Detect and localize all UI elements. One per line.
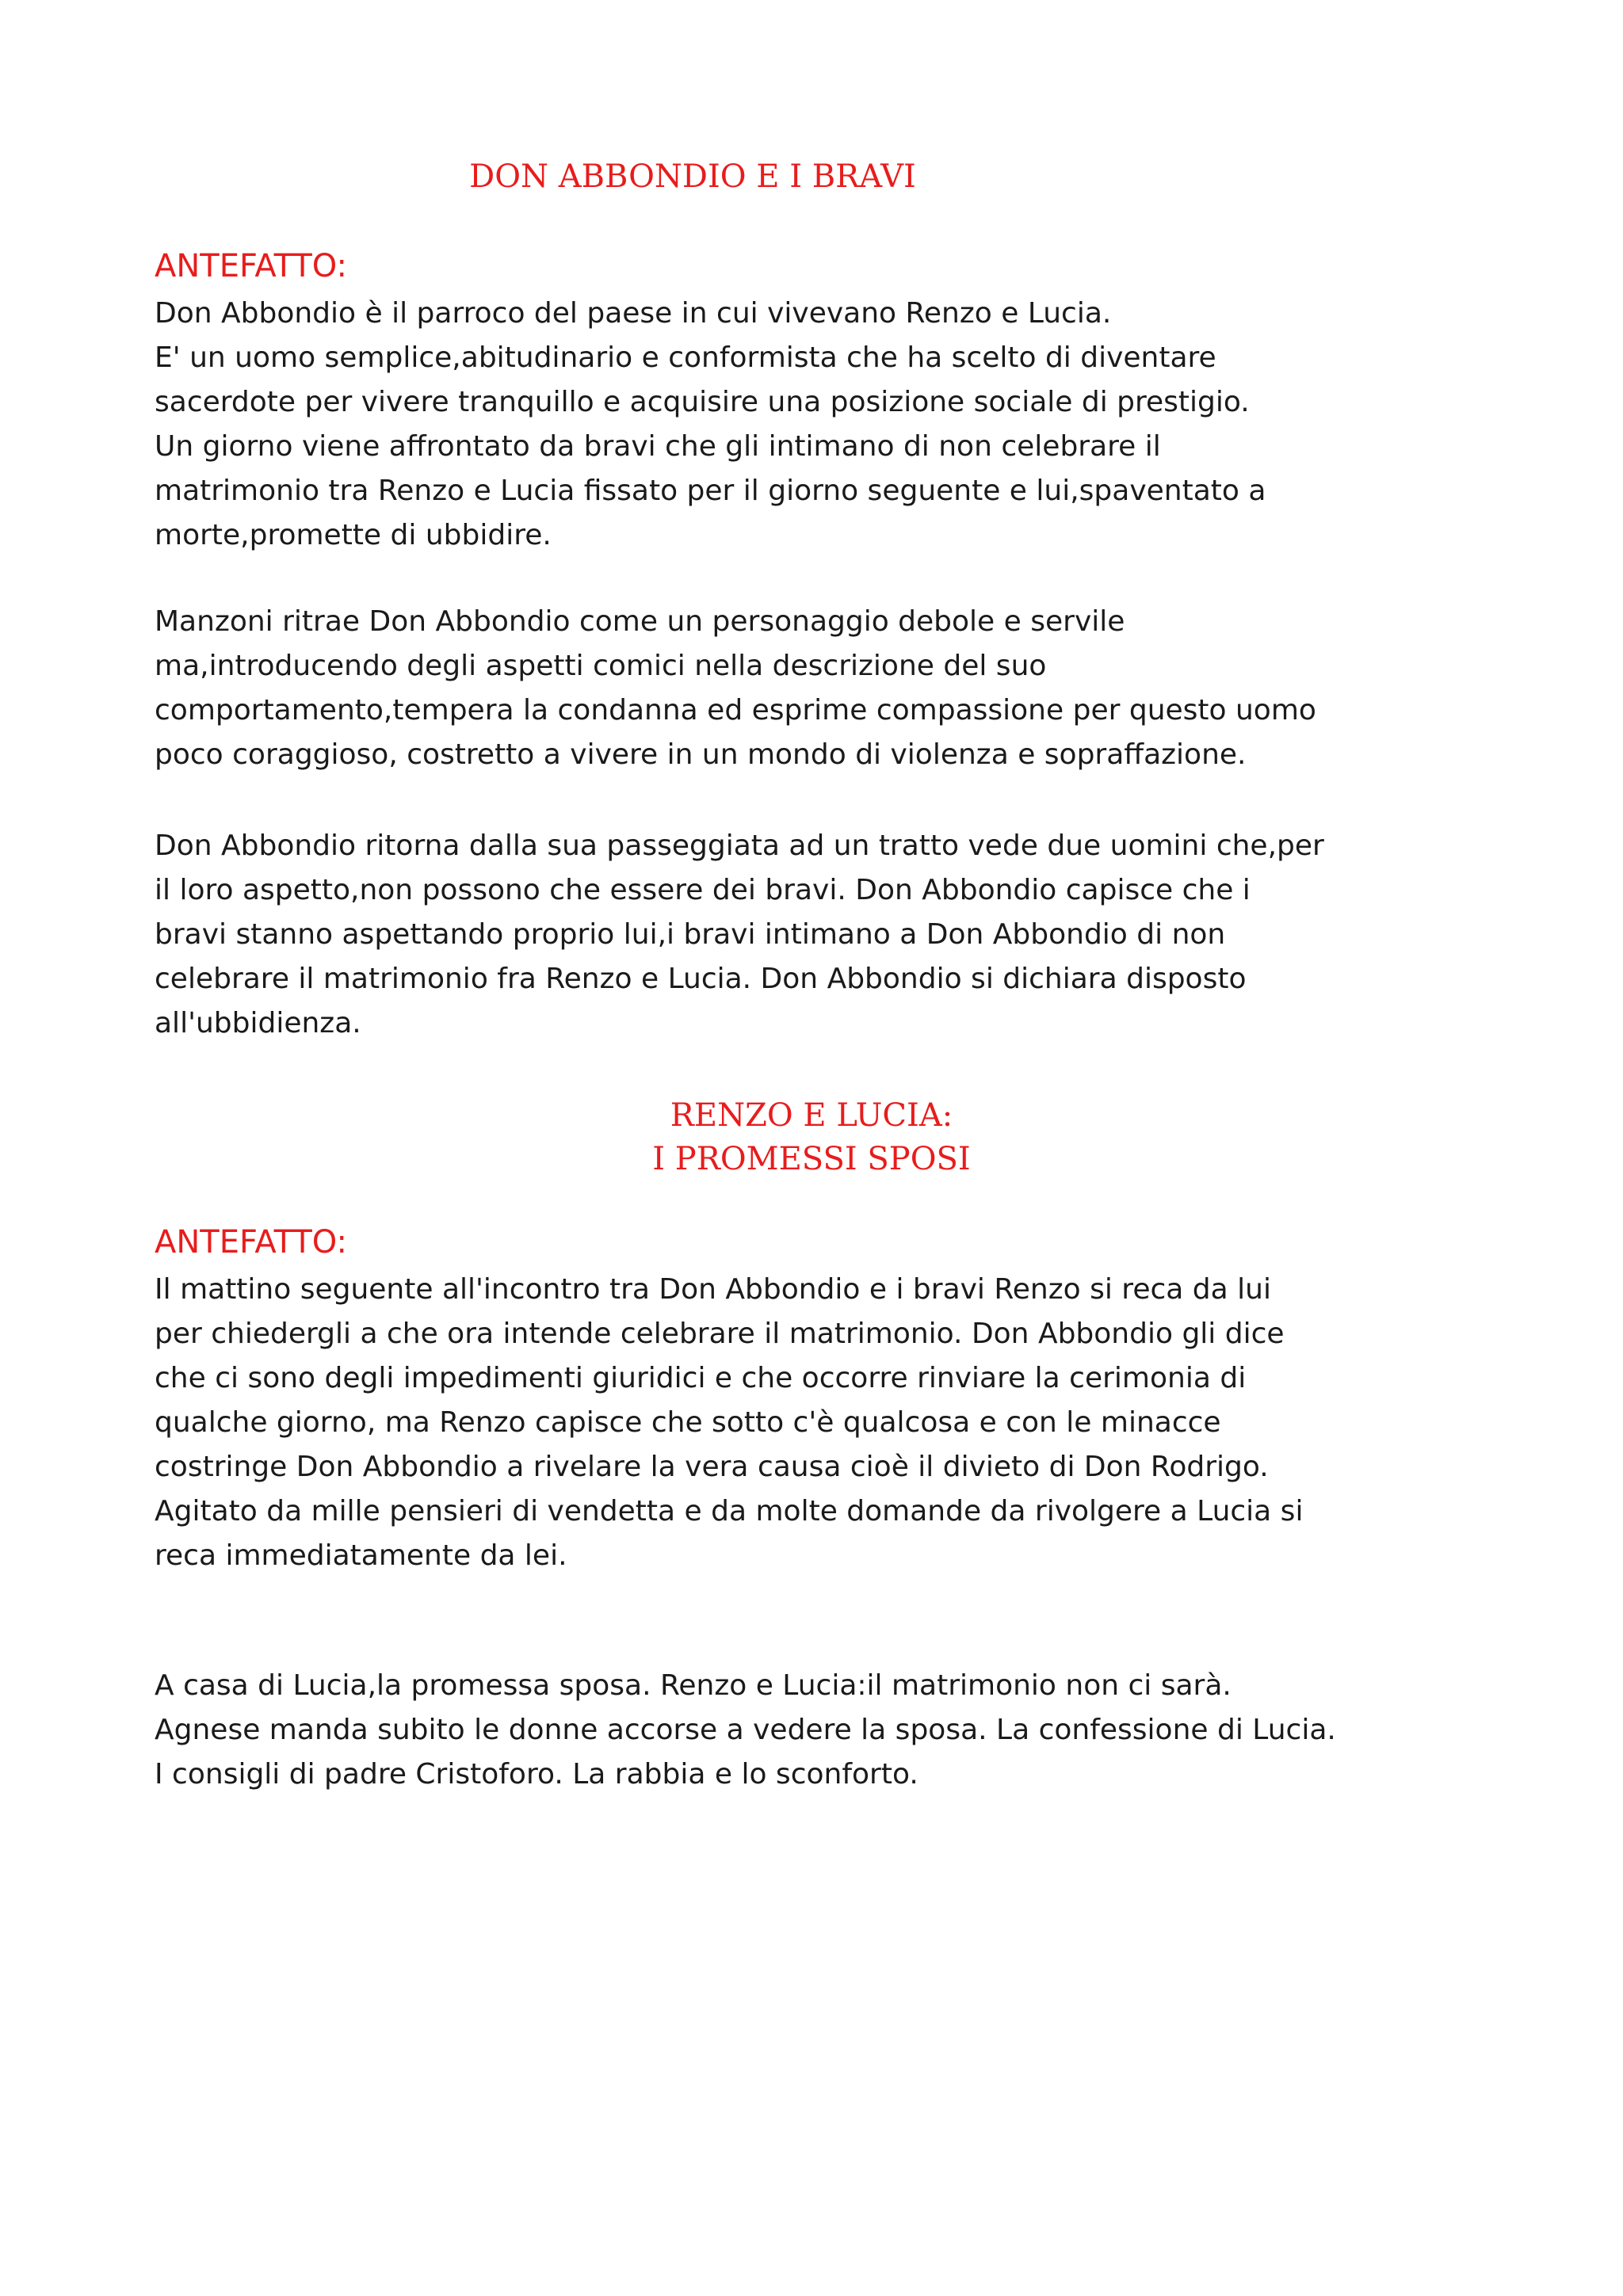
text-line: celebrare il matrimonio fra Renzo e Lucia. Don Abbondio si dichiara disposto bbox=[155, 963, 1247, 995]
section-subtitle-promessi-sposi: I PROMESSI SPOSI bbox=[652, 1141, 971, 1177]
text-line: per chiedergli a che ora intende celebrare il matrimonio. Don Abbondio gli dice bbox=[155, 1318, 1285, 1350]
text-line: matrimonio tra Renzo e Lucia fissato per il giorno seguente e lui,spaventato a bbox=[155, 475, 1266, 507]
paragraph-manzoni bbox=[155, 600, 1502, 777]
text-line: che ci sono degli impedimenti giuridici e che occorre rinviare la cerimonia di bbox=[155, 1362, 1247, 1394]
text-line: I consigli di padre Cristoforo. La rabbia e lo sconforto. bbox=[155, 1758, 918, 1791]
antefatto-label-1: ANTEFATTO: bbox=[155, 248, 348, 284]
text-line: Agitato da mille pensieri di vendetta e da molte domande da rivolgere a Lucia si bbox=[155, 1495, 1304, 1527]
text-line: comportamento,tempera la condanna ed esprime compassione per questo uomo bbox=[155, 694, 1316, 727]
paragraph-passeggiata bbox=[155, 824, 1502, 1046]
text-line: ma,introducendo degli aspetti comici nella descrizione del suo bbox=[155, 650, 1047, 682]
antefatto-label-2: ANTEFATTO: bbox=[155, 1224, 348, 1261]
text-line: costringe Don Abbondio a rivelare la vera causa cioè il divieto di Don Rodrigo. bbox=[155, 1451, 1269, 1483]
text-line: Il mattino seguente all'incontro tra Don Abbondio e i bravi Renzo si reca da lui bbox=[155, 1273, 1271, 1306]
section-title-renzo-lucia: RENZO E LUCIA: bbox=[670, 1097, 953, 1134]
text-line: Manzoni ritrae Don Abbondio come un personaggio debole e servile bbox=[155, 605, 1125, 638]
text-line: sacerdote per vivere tranquillo e acquisire una posizione sociale di prestigio. bbox=[155, 386, 1250, 418]
text-line: Don Abbondio è il parroco del paese in cui vivevano Renzo e Lucia. bbox=[155, 297, 1112, 330]
text-line: bravi stanno aspettando proprio lui,i bravi intimano a Don Abbondio di non bbox=[155, 918, 1226, 951]
paragraph-mattino-seguente bbox=[155, 1268, 1502, 1578]
text-line: poco coraggioso, costretto a vivere in un mondo di violenza e sopraffazione. bbox=[155, 738, 1247, 771]
text-line: il loro aspetto,non possono che essere dei bravi. Don Abbondio capisce che i bbox=[155, 874, 1251, 906]
text-line: Don Abbondio ritorna dalla sua passeggiata ad un tratto vede due uomini che,per bbox=[155, 830, 1324, 862]
text-line: Agnese manda subito le donne accorse a vedere la sposa. La confessione di Lucia. bbox=[155, 1714, 1336, 1746]
section-title-don-abbondio: DON ABBONDIO E I BRAVI bbox=[469, 158, 916, 195]
paragraph-intro-don-abbondio bbox=[155, 292, 1502, 558]
text-line: A casa di Lucia,la promessa sposa. Renzo e Lucia:il matrimonio non ci sarà. bbox=[155, 1669, 1232, 1702]
text-line: morte,promette di ubbidire. bbox=[155, 519, 552, 551]
text-line: all'ubbidienza. bbox=[155, 1007, 361, 1039]
text-line: Un giorno viene affrontato da bravi che gli intimano di non celebrare il bbox=[155, 430, 1161, 463]
text-line: E' un uomo semplice,abitudinario e conformista che ha scelto di diventare bbox=[155, 341, 1216, 374]
text-line: qualche giorno, ma Renzo capisce che sotto c'è qualcosa e con le minacce bbox=[155, 1406, 1221, 1439]
paragraph-casa-di-lucia bbox=[155, 1664, 1502, 1797]
text-line: reca immediatamente da lei. bbox=[155, 1539, 567, 1572]
